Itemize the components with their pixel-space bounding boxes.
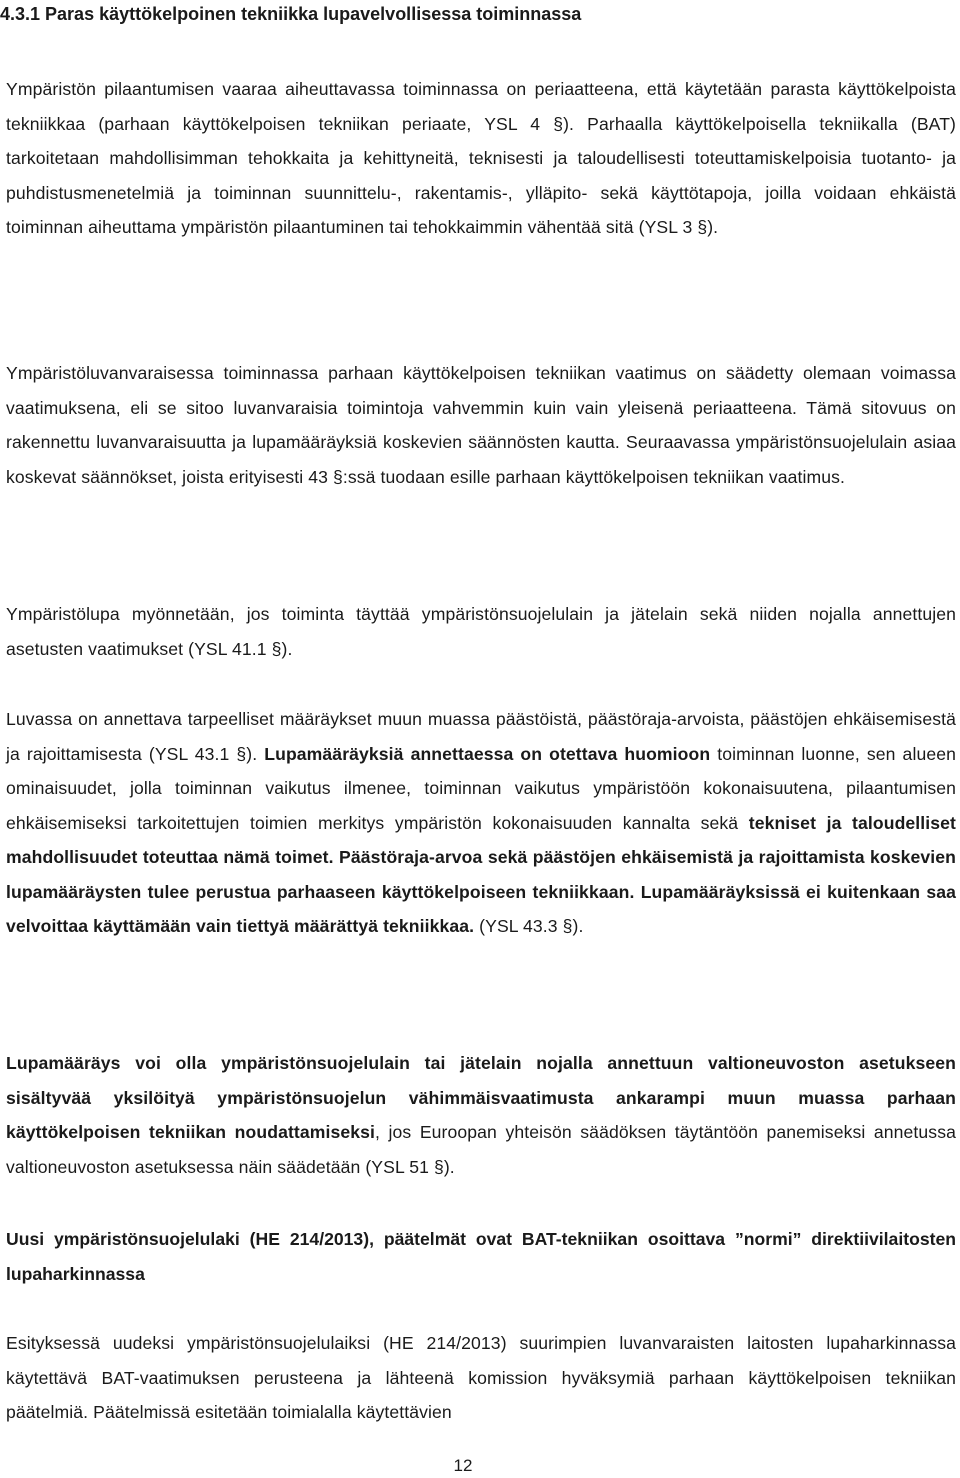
text-run: , jos Euroopan yhteisön säädöksen täytäntöön panemiseksi annetussa valtioneuvoston asetuksessa näin säädetään (YSL 51 §). xyxy=(6,1122,956,1177)
paragraph-permit-requirement: Ympäristöluvanvaraisessa toiminnassa parhaan käyttökelpoisen tekniikan vaatimus on säädetty olemaan voimassa vaatimuksena, eli se sitoo luvanvaraisia toimintoja vahvemmin kuin vain yleisenä periaatteena. Tämä sitovuus on rakennettu luvanvaraisuutta ja lupamääräyksiä koskevien säännösten kautta. Seuraavassa ympäristönsuojelulain asiaa koskevat säännökset, joista erityisesti 43 §:ssä tuodaan esille parhaan käyttökelpoisen tekniikan vaatimus. xyxy=(6,363,956,487)
paragraph-stricter-regulation xyxy=(6,1046,956,1184)
text-run: toiminnan luonne, sen alueen ominaisuudet, jolla toiminnan vaikutus ilmenee, toiminnan vaikutus ympäristöön kokonaisuutena, pilaantumisen ehkäisemiseksi tarkoitettujen toimien merkitys ympäristön kokonaisuuden kannalta sekä xyxy=(6,743,956,833)
page-number: 12 xyxy=(453,1456,473,1475)
paragraph-permit-regulations xyxy=(6,702,956,944)
bold-subheading: Uusi ympäristönsuojelulaki (HE 214/2013), päätelmät ovat BAT-tekniikan osoittava ”normi” direktiivilaitosten lupaharkinnassa xyxy=(6,1229,956,1284)
text-run: (YSL 43.3 §). xyxy=(474,916,584,936)
bold-text-run: Lupamääräyksiä annettaessa on otettava huomioon xyxy=(264,743,711,764)
paragraph-new-law: Esityksessä uudeksi ympäristönsuojelulaiksi (HE 214/2013) suurimpien luvanvaraisten laitosten lupaharkinnassa käytettävä BAT-vaatimuksen perusteena ja lähteenä komission hyväksymiä parhaan käyttökelpoisen tekniikan päätelmiä. Päätelmissä esitetään toimialalla käytettävien xyxy=(6,1333,956,1422)
section-heading: 4.3.1 Paras käyttökelpoinen tekniikka lupavelvollisessa toiminnassa xyxy=(0,4,582,24)
bold-text-run: Lupamääräys voi olla ympäristönsuojelulain tai jätelain nojalla annettuun valtioneuvoston asetukseen sisältyvää yksilöityä ympäristönsuojelun vähimmäisvaatimusta ankarampi muun muassa parhaan käyttökelpoisen tekniikan noudattamiseksi xyxy=(6,1053,956,1142)
bold-text-run: tekniset ja taloudelliset mahdollisuudet toteuttaa nämä toimet. Päästöraja-arvoa sekä päästöjen ehkäisemistä ja rajoittamista koskevien lupamääräysten tulee perustua parhaaseen käyttökelpoiseen tekniikkaan. Lupamääräyksissä ei kuitenkaan saa velvoittaa käyttämään vain tiettyä määrättyä tekniikkaa. xyxy=(6,812,957,936)
paragraph-permit-granting: Ympäristölupa myönnetään, jos toiminta täyttää ympäristönsuojelulain ja jätelain sekä niiden nojalla annettujen asetusten vaatimukset (YSL 41.1 §). xyxy=(6,604,956,659)
text-run: Luvassa on annettava tarpeelliset määräykset muun muassa päästöistä, päästöraja-arvoista, päästöjen ehkäisemisestä ja rajoittamisesta (YSL 43.1 §). xyxy=(6,709,956,764)
paragraph-bat-principle: Ympäristön pilaantumisen vaaraa aiheuttavassa toiminnassa on periaatteena, että käytetään parasta käyttökelpoista tekniikkaa (parhaan käyttökelpoisen tekniikan periaate, YSL 4 §). Parhaalla käyttökelpoisella tekniikalla (BAT) tarkoitetaan mahdollisimman tehokkaita ja kehittyneitä, teknisesti ja taloudellisesti toteuttamiskelpoisia tuotanto- ja puhdistusmenetelmiä ja toiminnan suunnittelu-, rakentamis-, ylläpito- sekä käyttötapoja, joilla voidaan ehkäistä toiminnan aiheuttama ympäristön pilaantuminen tai tehokkaimmin vähentää sitä (YSL 3 §). xyxy=(6,79,956,237)
